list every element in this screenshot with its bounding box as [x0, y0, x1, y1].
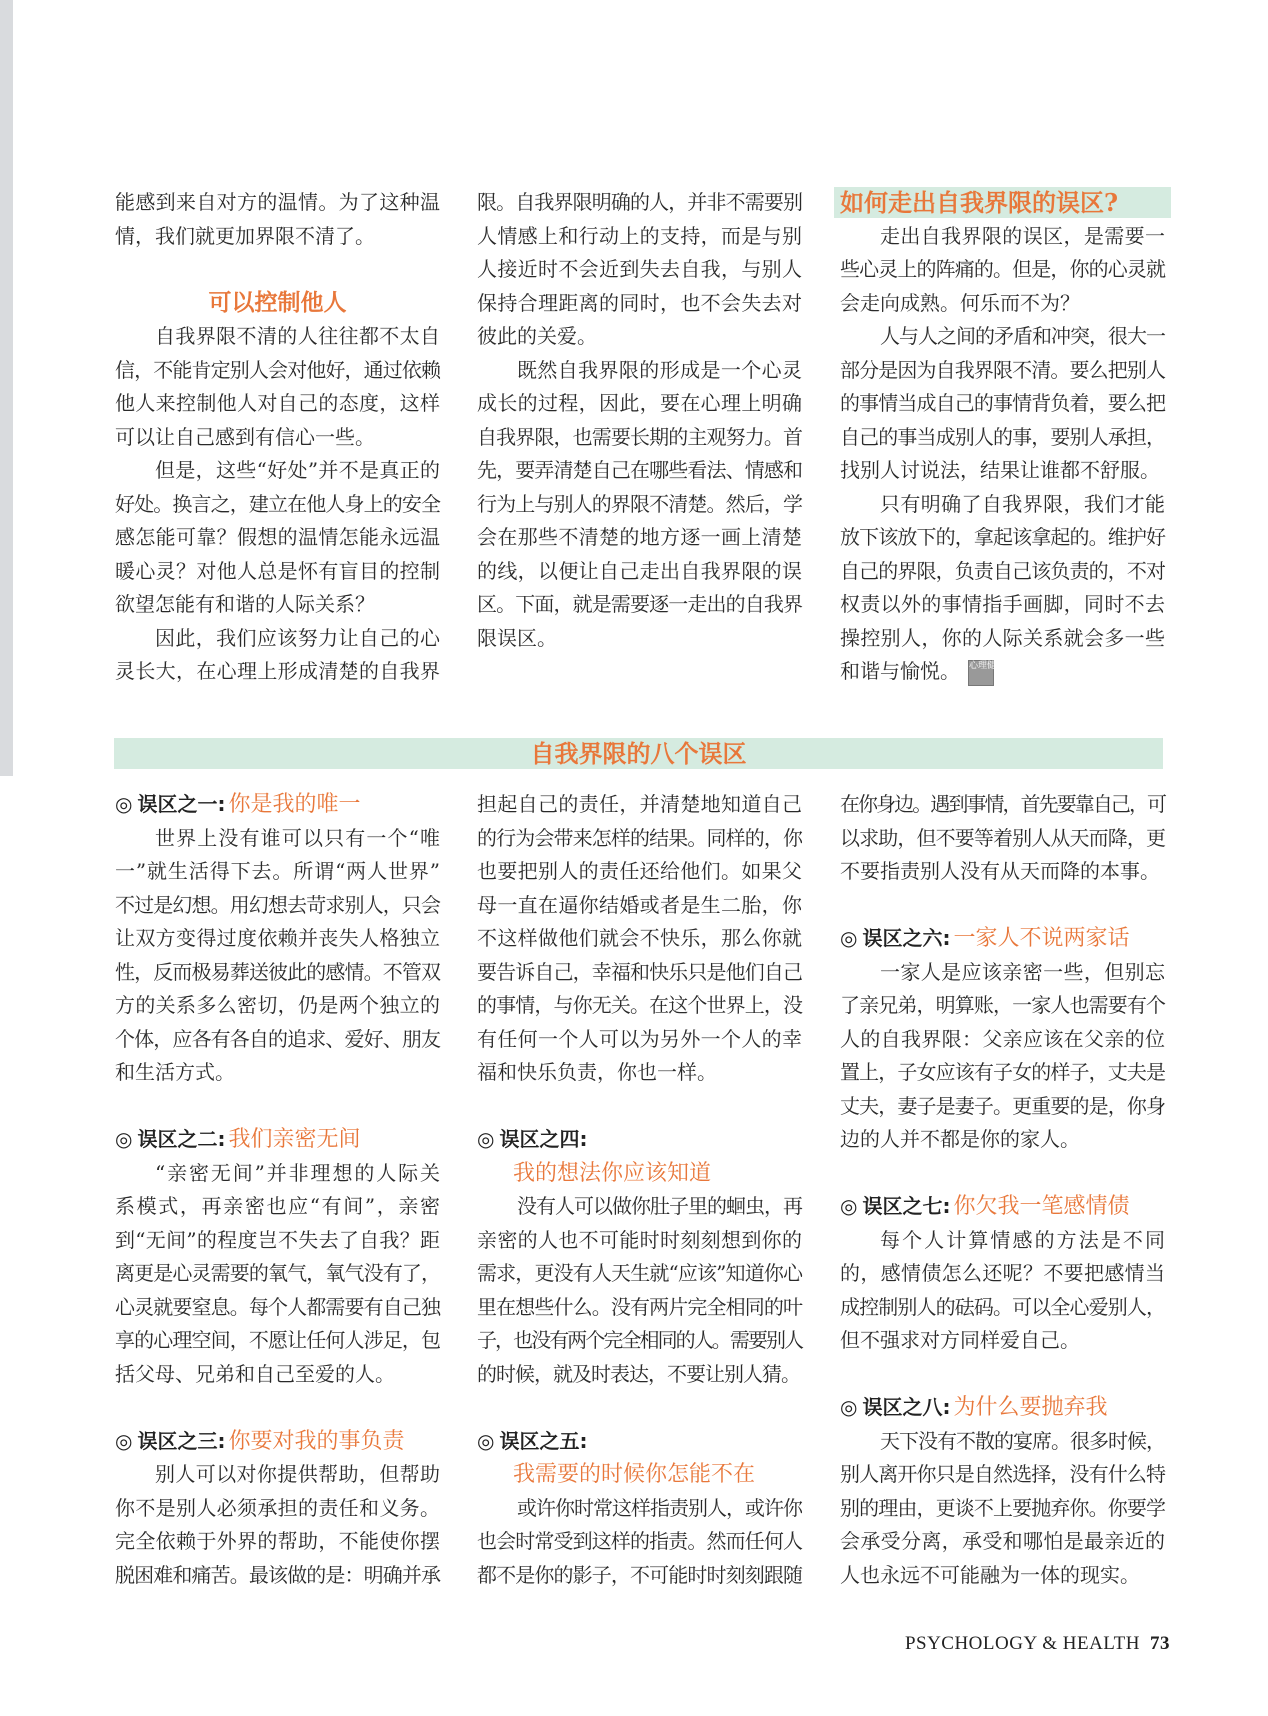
text-line-content: 福和快乐负责，你也一样。 — [477, 1060, 717, 1084]
text-line-content: 限误区。 — [477, 625, 557, 650]
text-line-content: 会承受分离，承受和哪怕是最亲近的 — [840, 1529, 1165, 1553]
text-line — [115, 1157, 440, 1191]
text-line-content: 放下该放下的，拿起该拿起的。维护好 — [840, 525, 1165, 549]
text-line — [477, 1056, 802, 1090]
text-line — [477, 186, 802, 220]
text-line-content: 部分是因为自我界限不清。要么把别人 — [840, 357, 1165, 382]
text-line-content: 也会时常受到这样的指责。然而任何人 — [477, 1529, 802, 1553]
text-line-content: 亲密的人也不可能时时刻刻想到你的 — [477, 1227, 802, 1252]
text-line — [115, 387, 440, 421]
text-line-content: “亲密无间”并非理想的人际关 — [155, 1160, 440, 1185]
text-line — [477, 354, 802, 388]
text-line-content: 操控别人，你的人际关系就会多一些 — [840, 625, 1165, 650]
column-3 — [840, 788, 1165, 1592]
text-line — [115, 354, 440, 388]
text-line-content: 可以让自己感到有信心一些。 — [115, 424, 375, 449]
text-line-content: 都不是你的影子，不可能时时刻刻跟随 — [477, 1562, 802, 1587]
text-line-content: 世界上没有谁可以只有一个“唯 — [155, 825, 440, 850]
text-line-content: 一家人是应该亲密一些，但别忘 — [880, 959, 1165, 984]
misconception-heading — [477, 1123, 802, 1157]
misconception-heading — [840, 1190, 1165, 1224]
text-line — [477, 454, 802, 488]
spacer — [840, 1157, 1165, 1191]
text-line-content: 人与人之间的矛盾和冲突，很大一 — [880, 324, 1165, 348]
text-line-content: 成长的过程，因此，要在心理上明确 — [477, 391, 802, 415]
misconception-label: 误区之五: — [499, 1428, 588, 1453]
paragraph — [840, 488, 1165, 689]
text-line — [115, 822, 440, 856]
text-line-content: 边的人并不都是你的家人。 — [840, 1127, 1080, 1151]
misconception-heading — [840, 1391, 1165, 1425]
text-line — [840, 1090, 1165, 1124]
misconception-label: 误区之三: — [137, 1428, 226, 1453]
text-line-content: 性，反而极易葬送彼此的感情。不管双 — [115, 959, 440, 984]
text-line — [840, 822, 1165, 856]
text-line — [477, 922, 802, 956]
spacer — [115, 1391, 440, 1425]
text-line — [840, 1123, 1165, 1157]
text-line — [477, 622, 802, 656]
misconception-title: 你是我的唯一 — [228, 792, 361, 817]
text-line-content: 不过是幻想。用幻想去苛求别人，只会 — [115, 892, 440, 917]
text-line — [840, 253, 1165, 287]
text-line-content: 欲望怎能有和谐的人际关系？ — [115, 592, 375, 616]
text-line-content: 自己的界限，负责自己该负责的，不对 — [840, 558, 1165, 583]
double-circle-icon: ◎ — [115, 1127, 133, 1151]
paragraph — [115, 1458, 440, 1592]
text-line-content: 限。自我界限明确的人，并非不需要别 — [477, 190, 802, 214]
text-line — [115, 855, 440, 889]
text-line — [840, 220, 1165, 254]
text-line-content: 括父母、兄弟和自己至爱的人。 — [115, 1361, 395, 1386]
column-1 — [115, 186, 440, 689]
text-line — [477, 1324, 802, 1358]
text-line-content: 别的理由，更谈不上要抛弃你。你要学 — [840, 1495, 1165, 1520]
text-line-content: 了亲兄弟，明算账，一家人也需要有个 — [840, 993, 1165, 1017]
misconception-title: 我的想法你应该知道 — [513, 1160, 712, 1186]
text-line-content: 好处。换言之，建立在他人身上的安全 — [115, 491, 440, 516]
spacer — [840, 889, 1165, 923]
text-line — [840, 1056, 1165, 1090]
text-line-content: 彼此的关爱。 — [477, 324, 597, 348]
text-line-content: 享的心理空间，不愿让任何人涉足，包 — [115, 1328, 440, 1352]
text-line — [115, 186, 440, 220]
section-heading: 如何走出自我界限的误区? — [834, 187, 1171, 218]
text-line-content: 系模式，再亲密也应“有间”，亲密 — [115, 1194, 440, 1218]
magazine-name: PSYCHOLOGY & HEALTH — [904, 1633, 1140, 1654]
text-line — [840, 788, 1165, 822]
text-line-content: 和生活方式。 — [115, 1060, 235, 1084]
misconception-heading — [115, 788, 440, 822]
text-line — [115, 588, 440, 622]
text-line — [840, 320, 1165, 354]
text-line-content: 保持合理距离的同时，也不会失去对 — [477, 290, 802, 315]
text-line-content: 自我界限，也需要长期的主观努力。首 — [477, 424, 802, 449]
text-line — [477, 1023, 802, 1057]
text-line-content: 别人离开你只是自然选择，没有什么特 — [840, 1462, 1165, 1486]
text-line — [840, 555, 1165, 589]
paragraph — [840, 956, 1165, 1157]
text-line-content: 的事情当成自己的事情背负着，要么把 — [840, 391, 1165, 415]
banner-title: 自我界限的八个误区 — [530, 739, 747, 768]
text-line-content: 一”就生活得下去。所谓“两人世界” — [115, 859, 440, 883]
text-line — [840, 622, 1165, 656]
misconception-title: 一家人不说两家话 — [953, 926, 1130, 951]
section-banner — [114, 738, 1163, 769]
text-line — [840, 989, 1165, 1023]
text-line — [477, 588, 802, 622]
text-line — [477, 1291, 802, 1325]
text-line-content: 和谐与愉悦。 — [840, 659, 960, 683]
text-line — [477, 555, 802, 589]
paragraph — [115, 1157, 440, 1392]
misconception-label: 误区之六: — [862, 926, 951, 950]
text-line-content: 里在想些什么。没有两片完全相同的叶 — [477, 1294, 802, 1319]
paragraph — [477, 788, 802, 1090]
text-line-content: 置上，子女应该有子女的样子，丈夫是 — [840, 1060, 1165, 1084]
text-line — [115, 1190, 440, 1224]
text-line — [477, 421, 802, 455]
text-line — [115, 521, 440, 555]
text-line — [840, 454, 1165, 488]
text-line-content: 别人可以对你提供帮助，但帮助 — [155, 1462, 440, 1486]
misconception-label: 误区之二: — [137, 1127, 226, 1151]
paragraph — [840, 320, 1165, 488]
text-line-content: 母一直在逼你结婚或者是生二胎，你 — [477, 892, 802, 917]
text-line-content: 到“无间”的程度岂不失去了自我？距 — [115, 1227, 440, 1252]
text-line — [115, 889, 440, 923]
text-line — [477, 253, 802, 287]
column-1 — [115, 788, 440, 1592]
text-line-content: 些心灵上的阵痛的。但是，你的心灵就 — [840, 257, 1165, 281]
text-line-content: 担起自己的责任，并清楚地知道自己 — [477, 792, 802, 816]
subheading: 可以控制他人 — [208, 289, 347, 316]
paragraph — [115, 622, 440, 689]
text-line-content: 只有明确了自我界限，我们才能 — [880, 491, 1165, 516]
text-line — [477, 387, 802, 421]
text-line — [840, 488, 1165, 522]
text-line — [840, 354, 1165, 388]
text-line-content: 不这样做他们就会不快乐，那么你就 — [477, 926, 802, 950]
text-line — [477, 287, 802, 321]
text-line — [840, 588, 1165, 622]
text-line-content: 因此，我们应该努力让自己的心 — [155, 625, 440, 650]
misconception-heading — [840, 922, 1165, 956]
paragraph — [477, 186, 802, 354]
double-circle-icon: ◎ — [840, 1194, 858, 1218]
misconception-title: 为什么要抛弃我 — [953, 1395, 1108, 1420]
text-line — [477, 822, 802, 856]
text-line — [115, 1056, 440, 1090]
text-line — [477, 1525, 802, 1559]
text-line-content: 天下没有不散的宴席。很多时候， — [880, 1428, 1165, 1453]
text-line-content: 行为上与别人的界限不清楚。然后，学 — [477, 491, 802, 516]
text-line — [115, 454, 440, 488]
column-3 — [840, 186, 1165, 689]
text-line-content: 成控制别人的砝码。可以全心爱别人， — [840, 1294, 1165, 1319]
text-line-content: 暖心灵？对他人总是怀有盲目的控制 — [115, 558, 440, 583]
text-line — [840, 521, 1165, 555]
text-line — [477, 521, 802, 555]
text-line — [115, 956, 440, 990]
text-line-content: 能感到来自对方的温情。为了这种温 — [115, 190, 440, 214]
text-line — [115, 1257, 440, 1291]
text-line — [115, 1458, 440, 1492]
text-line — [115, 989, 440, 1023]
text-line — [115, 1291, 440, 1325]
text-line-content: 每个人计算情感的方法是不同 — [880, 1227, 1165, 1252]
text-line-content: 离更是心灵需要的氧气，氧气没有了， — [115, 1261, 440, 1285]
text-line-content: 权责以外的事情指手画脚，同时不去 — [840, 592, 1165, 616]
text-line — [840, 287, 1165, 321]
text-line-content: 需求，更没有人天生就“应该”知道你心 — [477, 1261, 802, 1285]
text-line — [115, 1358, 440, 1392]
text-line-content: 人接近时不会近到失去自我，与别人 — [477, 257, 802, 281]
text-line — [840, 1492, 1165, 1526]
text-line-content: 走出自我界限的误区，是需要一 — [880, 223, 1165, 248]
text-line-content: 让双方变得过度依赖并丧失人格独立 — [115, 926, 440, 950]
text-line-content: 你不是别人必须承担的责任和义务。 — [115, 1495, 440, 1520]
text-line-content: 要告诉自己，幸福和快乐只是他们自己 — [477, 959, 802, 984]
double-circle-icon: ◎ — [477, 1428, 495, 1453]
text-line — [840, 956, 1165, 990]
text-line-content: 但是，这些“好处”并不是真正的 — [155, 458, 440, 482]
misconception-heading — [477, 1425, 802, 1459]
text-line — [477, 1358, 802, 1392]
column-2 — [477, 788, 802, 1592]
text-line — [840, 1023, 1165, 1057]
text-line — [115, 1324, 440, 1358]
text-line — [840, 1525, 1165, 1559]
text-line-content: 既然自我界限的形成是一个心灵 — [517, 357, 802, 382]
page-number: 73 — [1150, 1633, 1170, 1654]
text-line-content: 的行为会带来怎样的结果。同样的，你 — [477, 825, 802, 850]
text-line-content: 他人来控制他人对自己的态度，这样 — [115, 391, 440, 415]
text-line — [840, 855, 1165, 889]
text-line-content: 但不强求对方同样爱自己。 — [840, 1328, 1080, 1352]
spacer — [477, 1090, 802, 1124]
text-line-content: 会在那些不清楚的地方逐一画上清楚 — [477, 525, 802, 549]
text-line-content: 人也永远不可能融为一体的现实。 — [840, 1562, 1140, 1587]
misconception-title: 我们亲密无间 — [228, 1127, 361, 1152]
text-line-content: 的，感情债怎么还呢？不要把感情当 — [840, 1261, 1165, 1285]
text-line — [840, 1224, 1165, 1258]
misconception-title: 我需要的时候你怎能不在 — [513, 1462, 756, 1487]
text-line — [477, 889, 802, 923]
spacer — [840, 1358, 1165, 1392]
text-line-content: 子，也没有两个完全相同的人。需要别人 — [477, 1328, 802, 1352]
text-line — [840, 387, 1165, 421]
text-line — [115, 555, 440, 589]
text-line — [477, 488, 802, 522]
text-line-content: 完全依赖于外界的帮助，不能使你摆 — [115, 1529, 440, 1553]
text-line-content: 在你身边。遇到事情，首先要靠自己，可 — [840, 792, 1165, 816]
text-line-content: 个体，应各有各自的追求、爱好、朋友 — [115, 1026, 440, 1051]
misconception-title: 你欠我一笔感情债 — [953, 1194, 1130, 1219]
double-circle-icon: ◎ — [477, 1127, 495, 1151]
text-line-content: 信，不能肯定别人会对他好，通过依赖 — [115, 357, 440, 382]
spacer — [115, 253, 440, 287]
misconception-heading — [115, 1123, 440, 1157]
paragraph — [840, 1425, 1165, 1593]
text-line — [477, 788, 802, 822]
text-line-content: 情，我们就更加界限不清了。 — [115, 223, 375, 248]
text-line — [115, 1023, 440, 1057]
text-line — [840, 421, 1165, 455]
text-line-content: 或许你时常这样指责别人，或许你 — [517, 1495, 802, 1520]
text-line — [477, 1224, 802, 1258]
text-line — [477, 1492, 802, 1526]
text-line — [115, 622, 440, 656]
text-line-content: 有任何一个人可以为另外一个人的幸 — [477, 1026, 802, 1051]
text-line-content: 没有人可以做你肚子里的蛔虫，再 — [517, 1194, 802, 1218]
misconception-label: 误区之八: — [862, 1395, 951, 1419]
paragraph — [477, 354, 802, 656]
paragraph — [115, 454, 440, 622]
text-line — [115, 1525, 440, 1559]
paragraph — [115, 320, 440, 454]
text-line — [477, 1257, 802, 1291]
text-line — [840, 1425, 1165, 1459]
text-line — [477, 320, 802, 354]
text-line-content: 感怎能可靠？假想的温情怎能永远温 — [115, 525, 440, 549]
text-line — [115, 1492, 440, 1526]
text-line — [840, 1559, 1165, 1593]
paragraph — [840, 788, 1165, 889]
paragraph — [477, 1190, 802, 1391]
text-line-content: 方的关系多么密切，仍是两个独立的 — [115, 993, 440, 1017]
text-line-content: 也要把别人的责任还给他们。如果父 — [477, 859, 802, 883]
text-line-content: 自我界限不清的人往往都不太自 — [155, 324, 440, 348]
double-circle-icon: ◎ — [840, 1395, 858, 1419]
text-line-content: 心灵就要窒息。每个人都需要有自己独 — [115, 1294, 440, 1319]
text-line-content: 不要指责别人没有从天而降的本事。 — [840, 859, 1160, 883]
paragraph — [115, 186, 440, 253]
text-line — [115, 320, 440, 354]
text-line — [477, 989, 802, 1023]
text-line — [477, 1559, 802, 1593]
double-circle-icon: ◎ — [115, 792, 133, 816]
paragraph — [477, 1492, 802, 1593]
text-line-content: 人情感上和行动上的支持，而是与别 — [477, 223, 802, 248]
text-line — [477, 220, 802, 254]
misconception-label: 误区之七: — [862, 1194, 951, 1218]
page-edge-strip — [0, 0, 13, 776]
text-line — [840, 1324, 1165, 1358]
text-line — [840, 1257, 1165, 1291]
text-line — [115, 220, 440, 254]
text-line-content: 脱困难和痛苦。最该做的是：明确并承 — [115, 1562, 440, 1587]
text-line-content: 会走向成熟。何乐而不为？ — [840, 290, 1080, 315]
misconception-heading — [115, 1425, 440, 1459]
text-line-content: 自己的事当成别人的事，要别人承担， — [840, 424, 1165, 449]
text-line — [115, 655, 440, 689]
text-line-content: 的事情，与你无关。在这个世界上，没 — [477, 993, 802, 1017]
text-line-content: 的线，以便让自己走出自我界限的误 — [477, 558, 802, 583]
text-line-content: 以求助，但不要等着别人从天而降，更 — [840, 825, 1165, 850]
text-line — [840, 1291, 1165, 1325]
text-line-content: 区。下面，就是需要逐一走出的自我界 — [477, 592, 802, 616]
text-line — [115, 1224, 440, 1258]
misconception-label: 误区之一: — [137, 792, 226, 816]
text-line-content: 先，要弄清楚自己在哪些看法、情感和 — [477, 458, 802, 482]
text-line — [840, 655, 1165, 689]
column-2 — [477, 186, 802, 655]
text-line — [115, 488, 440, 522]
paragraph — [115, 822, 440, 1090]
text-line — [477, 855, 802, 889]
misconception-label: 误区之四: — [499, 1127, 588, 1151]
double-circle-icon: ◎ — [115, 1428, 133, 1453]
text-line-content: 丈夫，妻子是妻子。更重要的是，你身 — [840, 1093, 1165, 1118]
text-line-content: 找别人讨说法，结果让谁都不舒服。 — [840, 458, 1160, 482]
page-footer — [905, 1633, 1170, 1655]
psychology-health-seal-icon: 心理健康 — [968, 660, 994, 686]
text-line — [840, 1458, 1165, 1492]
text-line — [477, 956, 802, 990]
paragraph — [840, 220, 1165, 321]
text-line-content: 灵长大，在心理上形成清楚的自我界 — [115, 659, 440, 683]
text-line — [115, 1559, 440, 1593]
text-line — [477, 1190, 802, 1224]
text-line-content: 的时候，就及时表达，不要让别人猜。 — [477, 1361, 800, 1386]
spacer — [477, 1391, 802, 1425]
paragraph — [840, 1224, 1165, 1358]
text-line — [115, 421, 440, 455]
text-line-content: 人的自我界限：父亲应该在父亲的位 — [840, 1026, 1165, 1051]
spacer — [115, 1090, 440, 1124]
misconception-title: 你要对我的事负责 — [228, 1428, 405, 1454]
double-circle-icon: ◎ — [840, 926, 858, 950]
text-line — [115, 922, 440, 956]
